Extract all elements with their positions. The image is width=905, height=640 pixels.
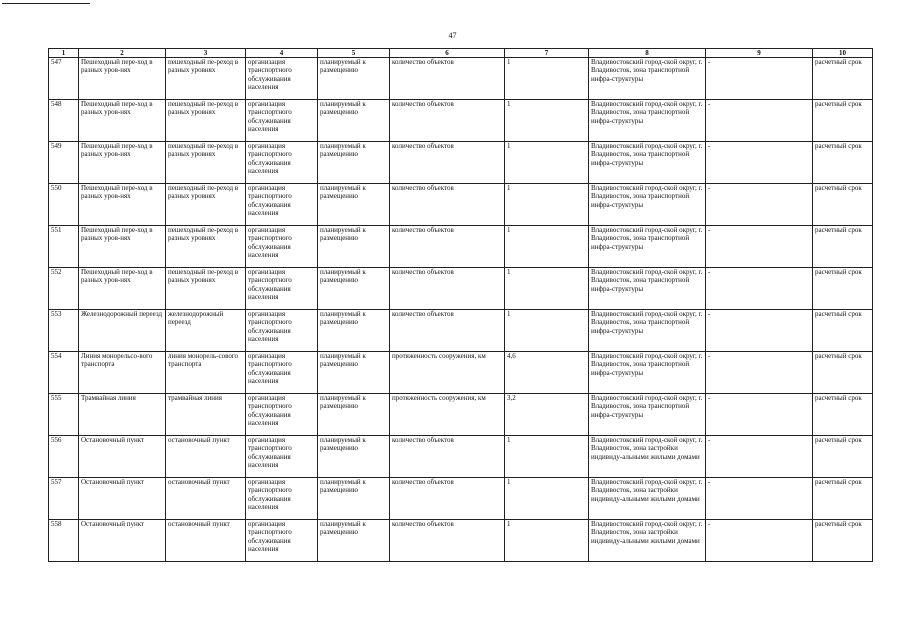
- cell-value: 1: [505, 310, 589, 352]
- table-body: [49, 58, 873, 562]
- cell-location: Владивостокский город-ской округ, г. Владивосток, зона транспортной инфра-структуры: [589, 394, 706, 436]
- cell-status: планируемый к размещению: [318, 352, 390, 394]
- cell-status: планируемый к размещению: [318, 58, 390, 100]
- cell-number: 554: [49, 352, 79, 394]
- cell-indicator: протяженность сооружения, км: [390, 352, 505, 394]
- cell-purpose: организация транспортного обслуживания населения: [246, 520, 318, 562]
- cell-purpose: организация транспортного обслуживания населения: [246, 436, 318, 478]
- cell-location: Владивостокский город-ской округ, г. Владивосток, зона транспортной инфра-структуры: [589, 352, 706, 394]
- table-row: [49, 436, 873, 478]
- cell-status: планируемый к размещению: [318, 436, 390, 478]
- cell-object-name: Линия монорельсо-вого транспорта: [79, 352, 166, 394]
- cell-term: расчетный срок: [813, 310, 873, 352]
- cell-value: 1: [505, 520, 589, 562]
- cell-zone: -: [706, 352, 813, 394]
- cell-object-name: Пешеходный пере-ход в разных уров-нях: [79, 58, 166, 100]
- cell-object-type: остановочный пункт: [166, 520, 246, 562]
- cell-indicator: протяженность сооружения, км: [390, 394, 505, 436]
- cell-object-name: Пешеходный пере-ход в разных уров-нях: [79, 100, 166, 142]
- cell-number: 547: [49, 58, 79, 100]
- table-row: [49, 226, 873, 268]
- cell-object-name: Остановочный пункт: [79, 436, 166, 478]
- cell-zone: -: [706, 142, 813, 184]
- table-row: [49, 478, 873, 520]
- cell-object-name: Железнодорожный переезд: [79, 310, 166, 352]
- table-row: [49, 184, 873, 226]
- cell-object-name: Пешеходный пере-ход в разных уров-нях: [79, 268, 166, 310]
- cell-object-name: Пешеходный пере-ход в разных уров-нях: [79, 226, 166, 268]
- cell-status: планируемый к размещению: [318, 268, 390, 310]
- cell-value: 1: [505, 436, 589, 478]
- cell-location: Владивостокский город-ской округ, г. Владивосток, зона транспортной инфра-структуры: [589, 310, 706, 352]
- cell-number: 552: [49, 268, 79, 310]
- cell-purpose: организация транспортного обслуживания населения: [246, 394, 318, 436]
- cell-status: планируемый к размещению: [318, 184, 390, 226]
- table-row: [49, 58, 873, 100]
- cell-location: Владивостокский город-ской округ, г. Владивосток, зона транспортной инфра-структуры: [589, 58, 706, 100]
- table-row: [49, 394, 873, 436]
- cell-status: планируемый к размещению: [318, 100, 390, 142]
- cell-value: 1: [505, 100, 589, 142]
- table-row: [49, 520, 873, 562]
- cell-zone: -: [706, 100, 813, 142]
- cell-purpose: организация транспортного обслуживания населения: [246, 100, 318, 142]
- cell-zone: -: [706, 58, 813, 100]
- cell-purpose: организация транспортного обслуживания населения: [246, 478, 318, 520]
- cell-term: расчетный срок: [813, 520, 873, 562]
- table-row: [49, 268, 873, 310]
- cell-purpose: организация транспортного обслуживания населения: [246, 268, 318, 310]
- cell-object-type: трамвайная линия: [166, 394, 246, 436]
- cell-number: 555: [49, 394, 79, 436]
- cell-object-name: Пешеходный пере-ход в разных уров-нях: [79, 142, 166, 184]
- cell-indicator: количество объектов: [390, 436, 505, 478]
- cell-object-type: пешеходный пе-реход в разных уровнях: [166, 184, 246, 226]
- header-col-9: 9: [706, 49, 813, 58]
- table-row: [49, 100, 873, 142]
- cell-indicator: количество объектов: [390, 100, 505, 142]
- cell-purpose: организация транспортного обслуживания населения: [246, 184, 318, 226]
- cell-term: расчетный срок: [813, 268, 873, 310]
- cell-value: 1: [505, 226, 589, 268]
- cell-indicator: количество объектов: [390, 268, 505, 310]
- cell-location: Владивостокский город-ской округ, г. Владивосток, зона застройки индивиду-альными жилыми домами: [589, 478, 706, 520]
- cell-zone: -: [706, 226, 813, 268]
- cell-object-name: Остановочный пункт: [79, 478, 166, 520]
- cell-term: расчетный срок: [813, 226, 873, 268]
- cell-number: 549: [49, 142, 79, 184]
- cell-number: 553: [49, 310, 79, 352]
- cell-number: 550: [49, 184, 79, 226]
- cell-term: расчетный срок: [813, 100, 873, 142]
- cell-object-type: линия монорель-сового транспорта: [166, 352, 246, 394]
- cell-location: Владивостокский город-ской округ, г. Владивосток, зона застройки индивиду-альными жилыми домами: [589, 520, 706, 562]
- cell-value: 1: [505, 184, 589, 226]
- header-rule: [2, 3, 90, 4]
- cell-object-name: Остановочный пункт: [79, 520, 166, 562]
- cell-status: планируемый к размещению: [318, 310, 390, 352]
- cell-location: Владивостокский город-ской округ, г. Владивосток, зона транспортной инфра-структуры: [589, 268, 706, 310]
- cell-status: планируемый к размещению: [318, 478, 390, 520]
- cell-value: 1: [505, 142, 589, 184]
- cell-term: расчетный срок: [813, 436, 873, 478]
- header-col-1: 1: [49, 49, 79, 58]
- cell-indicator: количество объектов: [390, 184, 505, 226]
- cell-indicator: количество объектов: [390, 478, 505, 520]
- cell-indicator: количество объектов: [390, 310, 505, 352]
- table-header-row: [49, 49, 873, 58]
- cell-object-name: Трамвайная линия: [79, 394, 166, 436]
- header-col-6: 6: [390, 49, 505, 58]
- cell-location: Владивостокский город-ской округ, г. Владивосток, зона транспортной инфра-структуры: [589, 100, 706, 142]
- header-col-5: 5: [318, 49, 390, 58]
- cell-object-type: пешеходный пе-реход в разных уровнях: [166, 58, 246, 100]
- cell-indicator: количество объектов: [390, 58, 505, 100]
- cell-status: планируемый к размещению: [318, 142, 390, 184]
- cell-indicator: количество объектов: [390, 226, 505, 268]
- cell-purpose: организация транспортного обслуживания населения: [246, 352, 318, 394]
- header-col-2: 2: [79, 49, 166, 58]
- header-col-7: 7: [505, 49, 589, 58]
- cell-number: 548: [49, 100, 79, 142]
- objects-table: [48, 48, 873, 562]
- cell-number: 558: [49, 520, 79, 562]
- cell-number: 551: [49, 226, 79, 268]
- table-row: [49, 352, 873, 394]
- header-col-8: 8: [589, 49, 706, 58]
- cell-purpose: организация транспортного обслуживания населения: [246, 226, 318, 268]
- cell-purpose: организация транспортного обслуживания населения: [246, 310, 318, 352]
- header-col-10: 10: [813, 49, 873, 58]
- cell-zone: -: [706, 394, 813, 436]
- cell-indicator: количество объектов: [390, 520, 505, 562]
- cell-term: расчетный срок: [813, 142, 873, 184]
- cell-purpose: организация транспортного обслуживания населения: [246, 142, 318, 184]
- cell-object-type: пешеходный пе-реход в разных уровнях: [166, 268, 246, 310]
- table-row: [49, 310, 873, 352]
- cell-zone: -: [706, 310, 813, 352]
- cell-number: 556: [49, 436, 79, 478]
- cell-location: Владивостокский город-ской округ, г. Владивосток, зона застройки индивиду-альными жилыми домами: [589, 436, 706, 478]
- cell-object-type: пешеходный пе-реход в разных уровнях: [166, 100, 246, 142]
- cell-value: 4,6: [505, 352, 589, 394]
- cell-location: Владивостокский город-ской округ, г. Владивосток, зона транспортной инфра-структуры: [589, 226, 706, 268]
- cell-object-type: железнодорожный переезд: [166, 310, 246, 352]
- cell-term: расчетный срок: [813, 184, 873, 226]
- cell-zone: -: [706, 520, 813, 562]
- cell-number: 557: [49, 478, 79, 520]
- cell-zone: -: [706, 268, 813, 310]
- cell-term: расчетный срок: [813, 478, 873, 520]
- table-row: [49, 142, 873, 184]
- cell-value: 1: [505, 58, 589, 100]
- cell-location: Владивостокский город-ской округ, г. Владивосток, зона транспортной инфра-структуры: [589, 142, 706, 184]
- cell-term: расчетный срок: [813, 352, 873, 394]
- cell-zone: -: [706, 184, 813, 226]
- cell-value: 3,2: [505, 394, 589, 436]
- cell-object-type: остановочный пункт: [166, 478, 246, 520]
- cell-purpose: организация транспортного обслуживания населения: [246, 58, 318, 100]
- cell-value: 1: [505, 268, 589, 310]
- cell-status: планируемый к размещению: [318, 520, 390, 562]
- cell-term: расчетный срок: [813, 394, 873, 436]
- header-col-3: 3: [166, 49, 246, 58]
- cell-zone: -: [706, 436, 813, 478]
- cell-object-type: пешеходный пе-реход в разных уровнях: [166, 142, 246, 184]
- cell-value: 1: [505, 478, 589, 520]
- cell-status: планируемый к размещению: [318, 394, 390, 436]
- cell-zone: -: [706, 478, 813, 520]
- cell-object-name: Пешеходный пере-ход в разных уров-нях: [79, 184, 166, 226]
- cell-object-type: остановочный пункт: [166, 436, 246, 478]
- page-number: 47: [448, 31, 457, 40]
- cell-indicator: количество объектов: [390, 142, 505, 184]
- cell-status: планируемый к размещению: [318, 226, 390, 268]
- cell-object-type: пешеходный пе-реход в разных уровнях: [166, 226, 246, 268]
- cell-location: Владивостокский город-ской округ, г. Владивосток, зона транспортной инфра-структуры: [589, 184, 706, 226]
- header-col-4: 4: [246, 49, 318, 58]
- cell-term: расчетный срок: [813, 58, 873, 100]
